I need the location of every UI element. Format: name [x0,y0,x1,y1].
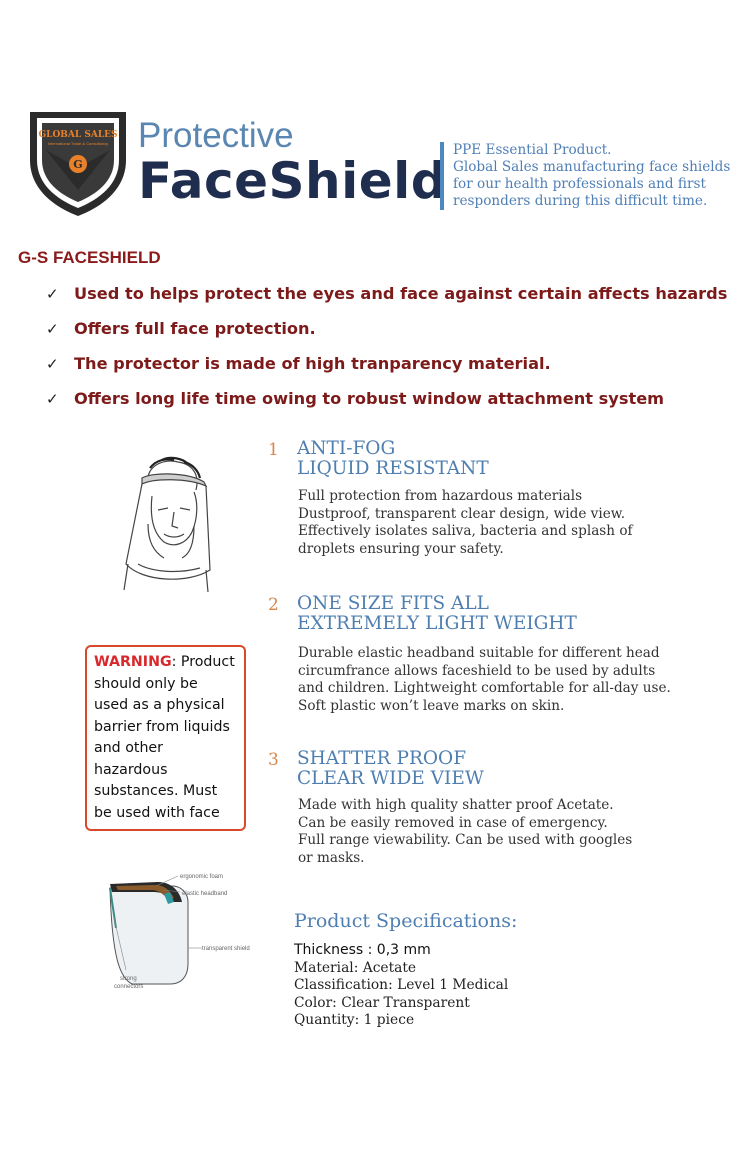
feature-title-line: EXTREMELY LIGHT WEIGHT [297,613,577,634]
feature-body-line: Made with high quality shatter proof Acetate. [298,797,614,813]
feature-number: 3 [268,750,279,770]
feature-title-line: CLEAR WIDE VIEW [297,768,484,789]
feature-title [297,439,489,479]
global-sales-logo [26,108,130,218]
feature-body-line: and children. Lightweight comfortable for all-day use. [298,680,671,696]
feature-body-line: Durable elastic headband suitable for different head [298,645,660,661]
feature-body-line: Effectively isolates saliva, bacteria and splash of [298,523,633,539]
diagram-label-shield: transparent shield [202,946,250,952]
check-item [46,354,551,374]
diagram-label-foam: ergonomic foam [180,874,224,880]
feature-body [298,797,632,867]
checkmark-icon: ✓ [46,285,59,303]
feature-body [298,488,633,558]
warning-text: : Product should only be used as a physical barrier from liquids and other hazardous substances. Must be used with face [94,654,235,821]
face-shield-illustration [118,452,214,600]
intro-line: Global Sales manufacturing face shields [453,159,731,175]
diagram-label-headband: elastic headband [182,891,228,897]
intro-line: PPE Essential Product. [453,142,612,158]
face-shield-diagram [102,868,272,996]
feature-body [298,645,671,715]
specifications-title: Product Specifications: [294,910,518,932]
intro-line: responders during this difficult time. [453,193,708,209]
warning-label: WARNING [94,654,172,670]
logo-emblem: G [73,158,83,171]
feature-title-line: LIQUID RESISTANT [297,458,489,479]
feature-body-line: circumfrance allows faceshield to be used by adults [298,662,656,679]
feature-body-line: Soft plastic won’t leave marks on skin. [298,697,565,714]
check-item-text: Used to helps protect the eyes and face against certain affects hazards [74,284,728,303]
warning-box [85,645,246,831]
feature-title-line: SHATTER PROOF [297,748,467,769]
feature-title-line: ONE SIZE FITS ALL [297,593,489,614]
feature-number: 2 [268,595,279,615]
diagram-label-connectors: connectors [114,984,144,990]
spec-item: Color: Clear Transparent [294,994,470,1011]
spec-item: Quantity: 1 piece [294,1012,415,1028]
checkmark-icon: ✓ [46,355,59,373]
logo-name: GLOBAL SALES [38,130,118,140]
check-item [46,284,727,304]
check-item-text: The protector is made of high tranparency material. [74,354,551,373]
feature-body-line: or masks. [298,849,365,866]
check-item [46,319,316,339]
section-heading: G-S FACESHIELD [18,248,161,267]
feature-body-line: droplets ensuring your safety. [298,540,504,557]
spec-item: Thickness : 0,3 mm [294,942,431,958]
check-item-text: Offers long life time owing to robust window attachment system [74,389,665,408]
feature-number: 1 [268,440,279,460]
spec-item: Material: Acetate [294,959,417,976]
checkmark-icon: ✓ [46,320,59,338]
title-faceshield: FaceShield [138,152,448,210]
logo-tagline: International Trade & Consultancy [47,141,109,146]
feature-body-line: Full range viewability. Can be used with googles [298,832,633,848]
title-protective: Protective [138,116,294,155]
checkmark-icon: ✓ [46,390,59,408]
intro-text [440,142,748,210]
spec-item: Classification: Level 1 Medical [294,977,509,993]
specifications-list [294,942,508,1030]
feature-body-line: Full protection from hazardous materials [298,488,583,504]
feature-body-line: Dustproof, transparent clear design, wide view. [298,505,626,522]
intro-line: for our health professionals and first [453,176,706,192]
check-item-text: Offers full face protection. [74,319,316,338]
feature-body-line: Can be easily removed in case of emergency. [298,814,608,831]
feature-title [297,749,484,789]
diagram-label-connectors: strong [120,976,137,982]
check-item [46,389,664,409]
feature-title [297,594,577,634]
feature-title-line: ANTI-FOG [297,438,396,459]
